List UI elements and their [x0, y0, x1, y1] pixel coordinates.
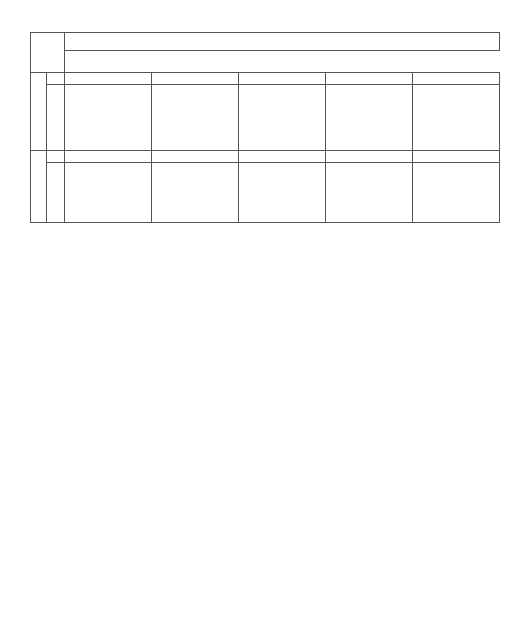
expression-score: [65, 151, 152, 163]
expression-standard: [326, 163, 413, 223]
content-score: [413, 73, 500, 85]
content-std-label: [47, 85, 65, 151]
content-label: [31, 73, 47, 151]
content-score: [65, 73, 152, 85]
expression-standard: [413, 163, 500, 223]
content-standard: [65, 85, 152, 151]
content-score: [152, 73, 239, 85]
answer-sheet: [30, 10, 500, 238]
content-score-label: [47, 73, 65, 85]
expression-standard: [239, 163, 326, 223]
expression-standard: [152, 163, 239, 223]
item-header: [31, 33, 65, 73]
expression-score: [239, 151, 326, 163]
expression-label: [31, 151, 47, 223]
content-standard: [326, 85, 413, 151]
content-standard: [239, 85, 326, 151]
essay-grading-table: [30, 32, 500, 223]
expression-score-label: [47, 151, 65, 163]
expression-score: [326, 151, 413, 163]
content-standard: [413, 85, 500, 151]
content-score: [239, 73, 326, 85]
expression-std-label: [47, 163, 65, 223]
expression-score: [413, 151, 500, 163]
content-standard: [152, 85, 239, 151]
grade-header: [65, 33, 500, 51]
expression-score: [152, 151, 239, 163]
content-score: [326, 73, 413, 85]
expression-standard: [65, 163, 152, 223]
neatness-grading-table: [30, 227, 500, 238]
